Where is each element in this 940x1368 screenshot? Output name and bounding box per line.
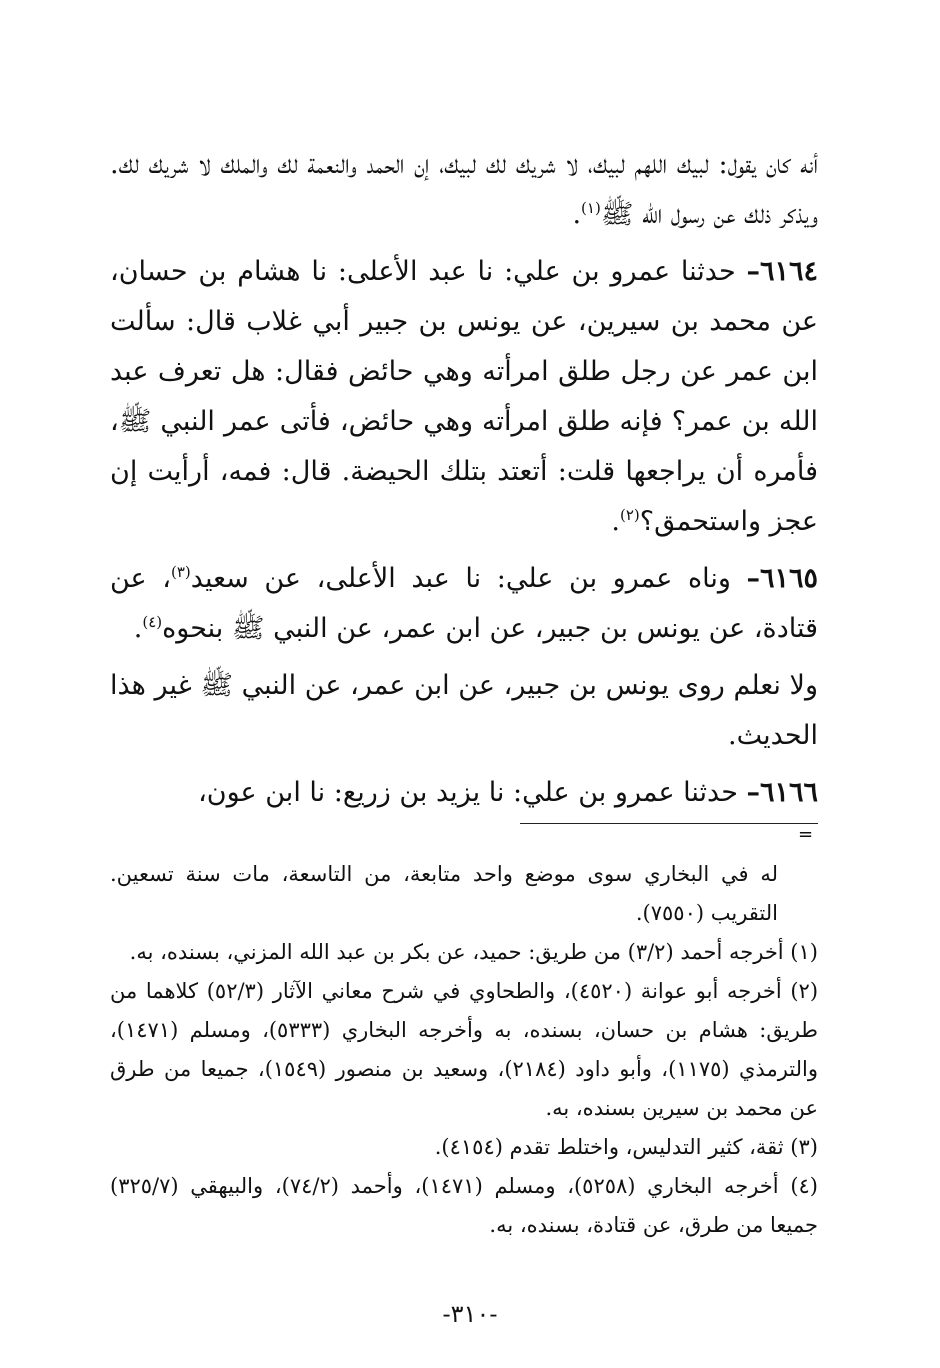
hadith-number-6165: ٦١٦٥–	[746, 563, 818, 594]
footnote-ref-4[interactable]: (٤)	[142, 613, 163, 631]
hadith-number-6164: ٦١٦٤–	[746, 256, 818, 287]
footnote-divider	[520, 823, 818, 824]
footnote-2: (٢) أخرجه أبو عوانة (٤٥٢٠)، والطحاوي في شرح معاني الآثار (٥٢/٣) كلاهما من طريق: هشام بن حسان، بسنده، به وأخرجه البخاري (٥٣٣٣)، ومسلم (١٤٧١)، والترمذي (١١٧٥)، وأبو داود (٢١٨٤)، وسعيد بن منصور (١٥٤٩)، جميعا من طرق عن محمد بن سيرين بسنده، به.	[110, 979, 819, 1120]
footnote-4: (٤) أخرجه البخاري (٥٢٥٨)، ومسلم (١٤٧١)، وأحمد (٧٤/٢)، والبيهقي (٣٢٥/٧) جميعا من طرق، عن قتادة، بسنده، به.	[110, 1174, 818, 1237]
footnote-1: (١) أخرجه أحمد (٣/٢) من طريق: حميد، عن بكر بن عبد الله المزني، بسنده، به.	[129, 940, 818, 964]
hadith-6164: ٦١٦٤– حدثنا عمرو بن علي: نا عبد الأعلى: نا هشام بن حسان، عن محمد بن سيرين، عن يونس بن جبير أبي غلاب قال: سألت ابن عمر عن رجل طلق امرأته وهي حائض فقال: هل تعرف عبد الله بن عمر؟ فإنه طلق امرأته وهي حائض، فأتى عمر النبي ﷺ، فأمره أن يراجعها قلت: أتعتد بتلك الحيضة. قال: فمه، أرأيت إن عجز واستحمق؟$^{(٢)}$.	[110, 256, 818, 537]
paragraph-talbiya: أنه كان يقول: لبيك اللهم لبيك، لا شريك لك لبيك، إن الحمد والنعمة لك والملك لا شريك لك. ويذكر ذلك عن رسول الله ﷺ$^{(١)}$.	[110, 149, 818, 230]
main-text	[110, 140, 818, 818]
hadith-number-6166: ٦١٦٦–	[746, 777, 818, 808]
footnote-ref-3[interactable]: (٣)	[170, 563, 191, 581]
footnote-3: (٣) ثقة، كثير التدليس، واختلط تقدم (٤١٥٤).	[434, 1135, 818, 1159]
footnotes	[110, 855, 818, 1245]
author-note: ولا نعلم روى يونس بن جبير، عن ابن عمر، عن النبي ﷺ غير هذا الحديث.	[110, 670, 818, 751]
footnote-ref-2[interactable]: (٢)	[620, 506, 640, 524]
hadith-6166: ٦١٦٦– حدثنا عمرو بن علي: نا يزيد بن زريع: نا ابن عون،	[198, 777, 818, 808]
footnote-continuation-mark: =	[798, 824, 814, 845]
page-number: -٣١٠-	[442, 1300, 498, 1328]
footnote-ref-1[interactable]: (١)	[581, 199, 601, 217]
footnote-continued: له في البخاري سوى موضع واحد متابعة، من التاسعة، مات سنة تسعين. التقريب (٧٥٥٠).	[110, 862, 778, 925]
hadith-6165: ٦١٦٥– وناه عمرو بن علي: نا عبد الأعلى، عن سعيد$^{(٣)}$، عن قتادة، عن يونس بن جبير، عن ابن عمر، عن النبي ﷺ بنحوه$^{(٤)}$.	[110, 563, 818, 644]
